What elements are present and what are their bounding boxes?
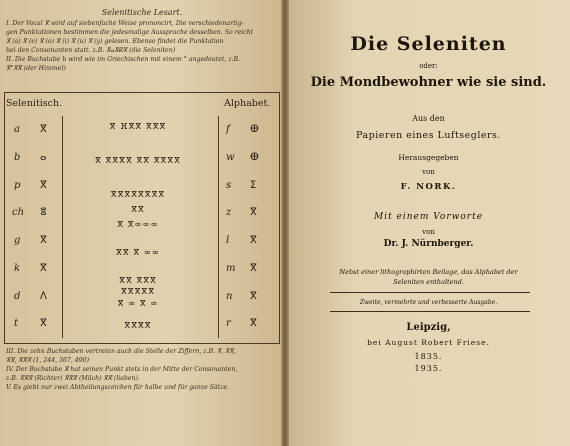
selenite-glyph: ⴳ <box>250 318 257 329</box>
selenite-glyph: ⴳ <box>40 235 47 246</box>
latin-letter: n <box>226 291 233 302</box>
latin-letter: ch <box>12 207 25 218</box>
latin-letter: f <box>226 124 230 135</box>
latin-letter: a <box>14 124 20 135</box>
selenite-glyph: ⴳ <box>40 263 47 274</box>
latin-letter: z <box>226 207 232 218</box>
latin-letter: b <box>14 152 21 163</box>
latin-letter: m <box>226 263 236 274</box>
title-von: von <box>422 228 435 236</box>
lesart-title: Selenitische Lesart. <box>101 8 183 17</box>
footnote: IV. Der Buchstabe ⴳ hat seinen Punkt stets in der Mitte der Consonanten, <box>6 366 238 373</box>
beilage-note: Nebst einer lithographirten Beilage, das Alphabet der <box>339 268 518 276</box>
latin-letter: p <box>14 180 21 191</box>
alphabet-sample-line: ⴳⴳⴳⴳⴳ <box>121 287 155 297</box>
selenitische-lesart <box>6 8 278 73</box>
selenite-glyph: ⴷ <box>40 291 47 302</box>
publication-year: 1835. <box>414 352 443 361</box>
divider-rule <box>330 311 530 312</box>
publication-city: Leipzig, <box>406 322 451 333</box>
publication-year: 1935. <box>414 364 443 373</box>
selenite-glyph: ⴻ <box>40 207 47 218</box>
alphabet-sample-line: ⴳⴳ ⴳ ∞∞ <box>116 248 160 258</box>
footnote: III. Die zehn Buchstaben vertreten auch die Stelle der Ziffern, z.B. ⴳ, ⴳⴳ, <box>6 348 236 355</box>
table-divider <box>218 116 219 338</box>
alphabet-footnotes <box>6 347 278 392</box>
divider-rule <box>330 292 530 293</box>
latin-letter: d <box>14 291 21 302</box>
footnote: z.B. ⴳⴳⴳ (Richter) ⴳⴳⴳ (Milch) ⴳⴳ (lieben). <box>6 375 140 382</box>
lesart-note: bei den Consonanten statt. z.B. ⴳⴰⴳⴽⴳ (die Seleniten) <box>6 47 176 54</box>
selenite-glyph: ⴳ <box>40 180 47 191</box>
title-oder: oder: <box>419 62 438 70</box>
alphabet-sample-line: ⴳⴳⴳⴳⴳⴳⴳⴳ <box>110 190 166 200</box>
latin-letter: r <box>226 318 231 329</box>
selenite-glyph: ⴰ <box>40 152 47 163</box>
title-herausgegeben: Herausgegeben <box>398 153 459 162</box>
title-vorworte: Mit einem Vorworte <box>373 212 484 222</box>
latin-letter: s <box>226 180 232 191</box>
latin-letter: t <box>14 318 19 329</box>
alphabet-sample-line: ⴳ ∞ ⴳ ∞ <box>117 299 159 309</box>
book-title: Die Seleniten <box>350 33 507 55</box>
alphabet-sample-line: ⴳ ⴳⴳⴳⴳ ⴳⴳ ⴳⴳⴳⴳ <box>95 156 181 166</box>
alphabet-sample-line: ⴳ ⴼⴳⴳ ⴳⴳⴳ <box>109 122 167 132</box>
alphabet-sample-line: ⴳⴳ ⴳⴳⴳ <box>119 276 157 286</box>
title-aus-den: Aus den <box>412 114 445 123</box>
alphabet-sample-line: ⴳ ⴳ∞∞∞ <box>117 220 159 230</box>
footnote: V. Es giebt nur zwei Abtheilungszeichen für halbe und für ganze Sätze. <box>6 384 230 391</box>
lesart-note: II. Die Buchstabe b wird wie im Griechischen mit einem ° angedeutet, z.B. <box>6 56 241 63</box>
publisher: bei August Robert Friese. <box>367 338 490 347</box>
lesart-note: ⴳ (a) ⴳ (e) ⴳ (o) ⴳ (i) ⴳ (u) ⴳ (y) gelesen. Ebenso findet die Punktation <box>6 38 224 45</box>
alphabet-sample-line: ⴳⴳ <box>131 205 145 215</box>
selenite-glyph: ⴲ <box>250 152 259 163</box>
selenite-glyph: ⴳ <box>250 207 257 218</box>
edition-note: Zweite, vermehrte und verbesserte Ausgabe. <box>359 299 498 306</box>
selenite-glyph: ⵉ <box>250 180 257 191</box>
latin-letter: g <box>14 235 21 246</box>
selenite-glyph: ⴳ <box>250 235 257 246</box>
heading-alphabet: Alphabet. <box>224 98 271 109</box>
latin-letter: l <box>226 235 230 246</box>
selenite-glyph: ⴳ <box>40 318 47 329</box>
latin-letter: k <box>14 263 21 274</box>
selenite-glyph: ⴳ <box>250 291 257 302</box>
selenite-glyph: ⴳ <box>40 124 47 135</box>
alphabet-sample-line: ⴳⴳⴳⴳ <box>124 321 152 331</box>
preface-author: Dr. J. Nürnberger. <box>383 239 474 249</box>
lesart-note: gen Punktationen bestimmen die jedesmalige Aussprache desselben. So reicht <box>6 29 254 36</box>
latin-letter: w <box>226 152 235 163</box>
selenite-glyph: ⴳ <box>250 263 257 274</box>
book-author: F. NORK. <box>400 182 457 192</box>
title-papieren: Papieren eines Luftseglers. <box>356 130 501 141</box>
footnote: ⴳⴳ, ⴳⴳⴳ (1, 244, 367, 490) <box>6 357 89 364</box>
lesart-note: ⴳ°ⴳⴳ (der Himmel) <box>6 65 66 72</box>
book-subtitle: Die Mondbewohner wie sie sind. <box>310 75 547 90</box>
lesart-note: I. Der Vocal ⴳ wird auf siebenfache Weise prononcirt, Die verschiedenartig- <box>6 20 244 27</box>
heading-selenitisch: Selenitisch. <box>6 98 63 109</box>
selenite-glyph: ⴲ <box>250 124 259 135</box>
beilage-note: Seleniten enthaltend. <box>393 278 464 286</box>
title-von: von <box>422 168 435 176</box>
